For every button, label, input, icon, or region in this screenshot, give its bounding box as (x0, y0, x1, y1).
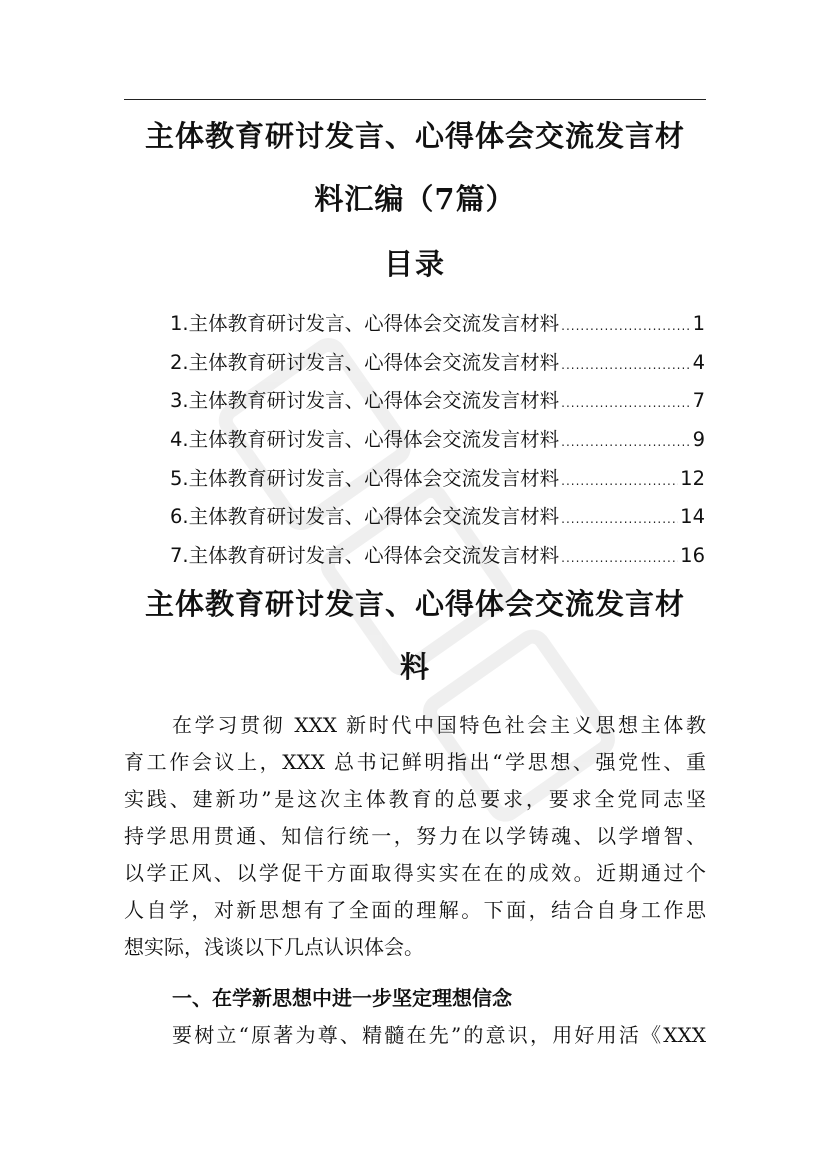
paragraph-line: 以学正风、以学促干方面取得实实在在的成效。近期通过个 (124, 861, 706, 885)
toc-entry-number: 4. (170, 428, 189, 452)
toc-heading: 目录 (383, 247, 446, 281)
toc-leader-dots (561, 539, 678, 578)
article-title-line-2: 料 (399, 650, 430, 684)
toc-entry-title: 主体教育研讨发言、心得体会交流发言材料 (188, 505, 560, 529)
document-title-line-1: 主体教育研讨发言、心得体会交流发言材 (144, 119, 685, 153)
toc-entry-number: 2. (170, 350, 189, 374)
toc-entry[interactable] (170, 421, 705, 460)
toc-entry-number: 3. (170, 389, 189, 413)
paragraph-line: 实践、建新功”是这次主体教育的总要求，要求全党同志坚 (124, 787, 706, 811)
toc-entry-page: 1 (692, 312, 705, 335)
toc-leader-dots (561, 346, 690, 385)
article-title-line-1: 主体教育研讨发言、心得体会交流发言材 (144, 587, 685, 621)
document-title-line-2: 料汇编（7篇） (314, 182, 516, 216)
paragraph-line: 人自学，对新思想有了全面的理解。下面，结合自身工作思 (124, 898, 706, 922)
toc-entry-number: 7. (170, 544, 189, 568)
toc-entry-number: 6. (170, 505, 189, 529)
toc-leader-dots (561, 500, 678, 539)
top-rule-divider (124, 99, 706, 100)
toc-entry[interactable] (170, 498, 705, 537)
paragraph-line: 要树立“原著为尊、精髓在先”的意识，用好用活《XXX (172, 1023, 706, 1047)
toc-entry[interactable] (170, 537, 705, 576)
toc-entry-page: 7 (692, 389, 705, 413)
section-heading: 一、在学新思想中进一步坚定理想信念 (172, 986, 512, 1010)
paragraph-line: 育工作会议上，XXX 总书记鲜明指出“学思想、强党性、重 (124, 750, 706, 774)
paragraph-line: 在学习贯彻 XXX 新时代中国特色社会主义思想主体教 (172, 713, 706, 737)
toc-entry[interactable] (170, 305, 705, 344)
toc-entry-page: 4 (692, 350, 705, 374)
paragraph-line: 持学思用贯通、知信行统一，努力在以学铸魂、以学增智、 (124, 824, 706, 848)
toc-leader-dots (561, 462, 678, 501)
toc-leader-dots (561, 307, 690, 346)
toc-entry-title: 主体教育研讨发言、心得体会交流发言材料 (188, 389, 560, 413)
toc-entry-page: 14 (680, 505, 705, 529)
toc-entry-number: 1. (170, 312, 189, 335)
toc-leader-dots (561, 423, 690, 462)
toc-entry-title: 主体教育研讨发言、心得体会交流发言材料 (188, 544, 560, 568)
toc-entry-title: 主体教育研讨发言、心得体会交流发言材料 (188, 312, 560, 335)
toc-entry-number: 5. (170, 466, 189, 490)
toc-entry-title: 主体教育研讨发言、心得体会交流发言材料 (188, 350, 560, 374)
toc-entry-page: 12 (680, 466, 705, 490)
toc-entry-title: 主体教育研讨发言、心得体会交流发言材料 (188, 466, 560, 490)
toc-leader-dots (561, 384, 690, 423)
toc-entry-title: 主体教育研讨发言、心得体会交流发言材料 (188, 428, 560, 452)
toc-entry-page: 9 (692, 428, 705, 452)
toc-entry[interactable] (170, 382, 705, 421)
toc-entry[interactable] (170, 344, 705, 383)
toc-entry-page: 16 (680, 544, 705, 568)
paragraph-line: 想实际，浅谈以下几点认识体会。 (124, 935, 424, 959)
table-of-contents (170, 305, 705, 576)
toc-entry[interactable] (170, 460, 705, 499)
